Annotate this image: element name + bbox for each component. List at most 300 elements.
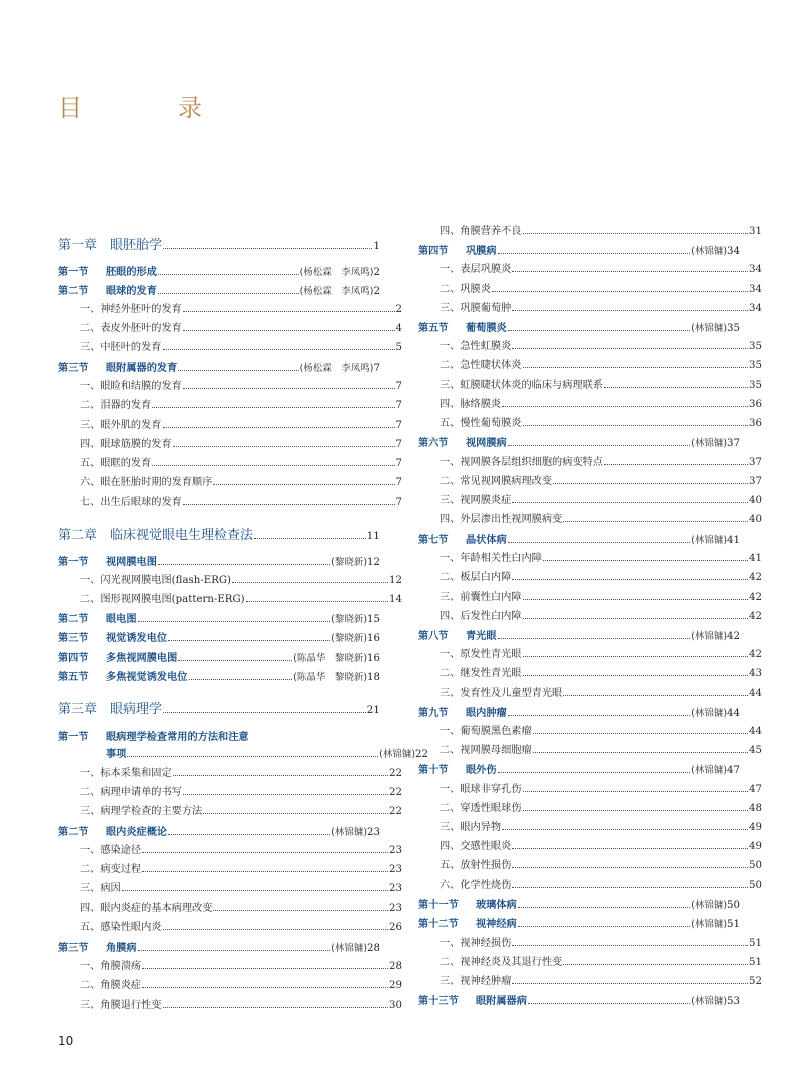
toc-entry-page: 42 xyxy=(749,611,762,622)
toc-item-entry[interactable] xyxy=(58,575,402,587)
toc-item-entry[interactable] xyxy=(418,726,762,738)
dot-leader xyxy=(142,968,388,969)
toc-section-entry[interactable] xyxy=(58,731,380,743)
toc-entry-label xyxy=(440,938,511,950)
dot-leader xyxy=(158,274,299,275)
toc-entry-title: 三、虹膜睫状体炎的临床与病理联系 xyxy=(440,380,603,391)
dot-leader xyxy=(533,733,748,734)
toc-entry-page: 37 xyxy=(749,457,762,468)
toc-entry-page: 50 xyxy=(727,900,740,911)
toc-item-entry[interactable] xyxy=(58,400,402,412)
toc-section-entry[interactable] xyxy=(58,671,380,684)
toc-entry-page: 37 xyxy=(727,438,740,449)
toc-entry-title: 二、表皮外胚叶的发育 xyxy=(80,323,182,334)
toc-entry-page: 35 xyxy=(749,341,762,352)
section-number: 第三节 xyxy=(58,942,89,954)
toc-entry-title: 四、外层渗出性视网膜病变 xyxy=(440,514,563,525)
toc-item-entry[interactable] xyxy=(418,572,762,584)
toc-entry-page: 34 xyxy=(727,246,740,257)
toc-entry-page: 7 xyxy=(395,458,402,469)
page-title: 目 录 xyxy=(58,94,238,122)
dot-leader xyxy=(163,248,372,249)
toc-entry-title: 一、感染途径 xyxy=(80,845,142,856)
toc-item-entry[interactable] xyxy=(418,360,762,372)
toc-item-entry[interactable] xyxy=(58,768,402,780)
toc-item-entry[interactable] xyxy=(418,976,762,988)
toc-item-entry[interactable] xyxy=(58,903,402,915)
toc-entry-title: 一、眼球非穿孔伤 xyxy=(440,784,522,795)
toc-entry-page: 30 xyxy=(389,1000,402,1011)
toc-section-entry[interactable] xyxy=(418,437,740,450)
dot-leader xyxy=(508,715,690,716)
dot-leader xyxy=(183,504,395,505)
toc-item-entry[interactable] xyxy=(418,803,762,815)
dot-leader xyxy=(523,656,749,657)
dot-leader xyxy=(563,964,748,965)
toc-section-entry[interactable] xyxy=(58,362,380,375)
dot-leader xyxy=(512,271,748,272)
toc-item-entry[interactable] xyxy=(418,745,762,757)
dot-leader xyxy=(183,311,395,312)
toc-entry-page: 51 xyxy=(749,957,762,968)
section-number: 第七节 xyxy=(418,534,449,546)
dot-leader xyxy=(492,291,748,292)
toc-section-entry[interactable] xyxy=(58,942,380,955)
toc-entry-label xyxy=(440,649,522,661)
toc-entry-page: 23 xyxy=(389,845,402,856)
section-number: 第一节 xyxy=(58,556,89,568)
toc-entry-title: 第一章 眼胚胎学 xyxy=(58,238,163,253)
toc-item-entry[interactable] xyxy=(418,341,762,353)
toc-entry-label xyxy=(440,841,511,853)
dot-leader xyxy=(533,752,748,753)
toc-entry-label xyxy=(418,995,527,1007)
toc-section-entry[interactable] xyxy=(418,707,740,720)
toc-entry-title: 五、放射性损伤 xyxy=(440,860,512,871)
toc-entry-title: 第三章 眼病理学 xyxy=(58,702,163,717)
toc-entry-title: 眼病理学检查常用的方法和注意 xyxy=(106,731,249,743)
toc-entry-title: 视网膜病 xyxy=(466,437,507,449)
toc-entry-label xyxy=(440,688,562,700)
toc-item-entry[interactable] xyxy=(418,668,762,680)
toc-entry-author: (黎晓新) xyxy=(331,614,368,625)
dot-leader xyxy=(512,848,748,849)
toc-entry-author: (林锦镛) xyxy=(691,996,728,1007)
dot-leader xyxy=(168,640,330,641)
dot-leader xyxy=(163,712,366,713)
toc-entry-label xyxy=(440,457,603,469)
toc-entry-page: 12 xyxy=(367,557,380,568)
toc-item-entry[interactable] xyxy=(418,418,762,430)
dot-leader xyxy=(523,599,749,600)
toc-entry-page: 50 xyxy=(749,880,762,891)
toc-entry-page: 11 xyxy=(366,530,380,542)
toc-entry-page: 51 xyxy=(727,919,740,930)
toc-entry-title: 六、眼在胚胎时期的发育顺序 xyxy=(80,477,213,488)
toc-entry-page: 50 xyxy=(749,860,762,871)
toc-entry-title: 五、慢性葡萄膜炎 xyxy=(440,418,522,429)
toc-entry-page: 51 xyxy=(749,938,762,949)
toc-item-entry[interactable] xyxy=(58,342,402,354)
toc-entry-title: 六、化学性烧伤 xyxy=(440,880,512,891)
toc-item-entry[interactable] xyxy=(58,961,402,973)
toc-entry-title: 一、葡萄膜黑色素瘤 xyxy=(440,726,532,737)
section-number: 第四节 xyxy=(58,652,89,664)
toc-entry-title: 三、眼内异物 xyxy=(440,822,502,833)
dot-leader xyxy=(173,446,395,447)
dot-leader xyxy=(163,929,389,930)
toc-section-entry[interactable] xyxy=(58,613,380,626)
toc-chapter-entry[interactable] xyxy=(58,238,380,254)
toc-entry-label xyxy=(80,400,151,412)
toc-item-entry[interactable] xyxy=(58,439,402,451)
toc-entry-author: (林锦镛) xyxy=(691,765,728,776)
toc-entry-title: 二、板层白内障 xyxy=(440,572,512,583)
dot-leader xyxy=(142,852,388,853)
toc-entry-label xyxy=(440,745,532,757)
toc-entry-author: (林锦镛) xyxy=(691,708,728,719)
dot-leader xyxy=(138,950,331,951)
toc-entry-title: 二、继发性青光眼 xyxy=(440,668,522,679)
toc-item-entry[interactable] xyxy=(418,553,762,565)
toc-section-entry[interactable] xyxy=(418,630,740,643)
dot-leader xyxy=(163,349,395,350)
toc-item-entry[interactable] xyxy=(418,649,762,661)
toc-entry-label xyxy=(80,477,212,489)
toc-entry-label xyxy=(440,976,511,988)
toc-entry-label xyxy=(58,942,137,954)
toc-entry-title: 一、原发性青光眼 xyxy=(440,649,522,660)
toc-entry-title: 眼球的发育 xyxy=(106,285,157,297)
dot-leader xyxy=(246,601,388,602)
toc-entry-author: (林锦镛) xyxy=(691,438,728,449)
dot-leader xyxy=(508,445,690,446)
toc-entry-page: 44 xyxy=(749,688,762,699)
toc-section-entry[interactable] xyxy=(418,918,740,931)
toc-entry-page: 7 xyxy=(395,439,402,450)
toc-entry-label xyxy=(80,980,141,992)
toc-item-entry[interactable] xyxy=(418,841,762,853)
toc-entry-title: 二、图形视网膜电图(pattern-ERG) xyxy=(80,594,245,605)
toc-entry-page: 49 xyxy=(749,841,762,852)
dot-leader xyxy=(502,406,748,407)
dot-leader xyxy=(152,407,394,408)
toc-entry-page: 26 xyxy=(389,922,402,933)
toc-entry-author: (林锦镛) xyxy=(331,943,368,954)
dot-leader xyxy=(178,660,292,661)
toc-item-entry[interactable] xyxy=(418,495,762,507)
dot-leader xyxy=(163,1007,389,1008)
toc-entry-page: 29 xyxy=(389,980,402,991)
toc-item-entry[interactable] xyxy=(58,477,402,489)
toc-entry-label xyxy=(58,731,249,743)
toc-entry-label xyxy=(80,883,121,895)
section-number: 第八节 xyxy=(418,630,449,642)
toc-entry-label xyxy=(440,341,511,353)
toc-item-entry[interactable] xyxy=(58,806,402,818)
toc-entry-label xyxy=(80,768,172,780)
dot-leader xyxy=(508,330,690,331)
toc-entry-title: 三、巩膜葡萄肿 xyxy=(440,303,512,314)
toc-item-entry[interactable] xyxy=(58,420,402,432)
toc-entry-title: 三、视神经肿瘤 xyxy=(440,976,512,987)
toc-section-entry[interactable] xyxy=(58,266,380,279)
toc-entry-page: 4 xyxy=(395,323,402,334)
toc-entry-title: 一、眼睑和结膜的发育 xyxy=(80,381,182,392)
toc-entry-title: 五、眼眶的发育 xyxy=(80,458,152,469)
section-number: 第五节 xyxy=(418,322,449,334)
toc-entry-label xyxy=(106,748,126,760)
dot-leader xyxy=(213,484,394,485)
toc-item-entry[interactable] xyxy=(58,845,402,857)
toc-item-entry[interactable] xyxy=(418,592,762,604)
dot-leader xyxy=(232,582,388,583)
toc-item-entry[interactable] xyxy=(418,688,762,700)
dot-leader xyxy=(158,293,299,294)
toc-entry-title: 视神经病 xyxy=(476,918,517,930)
toc-entry-author: (陈晶华 黎晓新) xyxy=(293,672,368,683)
dot-leader xyxy=(604,464,748,465)
toc-entry-label xyxy=(80,806,202,818)
toc-item-entry[interactable] xyxy=(418,860,762,872)
toc-item-entry[interactable] xyxy=(418,784,762,796)
toc-item-entry[interactable] xyxy=(418,457,762,469)
toc-entry-label xyxy=(80,594,245,606)
toc-entry-title: 一、标本采集和固定 xyxy=(80,768,172,779)
toc-item-entry[interactable] xyxy=(418,284,762,296)
toc-entry-label xyxy=(440,726,532,738)
toc-entry-page: 42 xyxy=(749,572,762,583)
toc-section-entry[interactable] xyxy=(58,556,380,569)
toc-item-entry[interactable] xyxy=(418,938,762,950)
toc-entry-page: 47 xyxy=(727,765,740,776)
dot-leader xyxy=(158,564,330,565)
toc-section-entry[interactable] xyxy=(418,534,740,547)
dot-leader xyxy=(553,483,748,484)
toc-entry-label xyxy=(80,961,141,973)
toc-item-entry[interactable] xyxy=(58,883,402,895)
toc-entry-page: 1 xyxy=(373,240,380,252)
toc-entry-label xyxy=(440,611,522,623)
toc-entry-label xyxy=(80,381,182,393)
toc-entry-page: 37 xyxy=(749,476,762,487)
section-number: 第三节 xyxy=(58,362,89,374)
toc-entry-author: (杨松霖 李凤鸣) xyxy=(299,363,374,374)
dot-leader xyxy=(512,887,748,888)
toc-item-entry[interactable] xyxy=(58,497,402,509)
section-number: 第十一节 xyxy=(418,899,459,911)
toc-item-entry[interactable] xyxy=(418,264,762,276)
toc-entry-page: 35 xyxy=(749,380,762,391)
toc-entry-label xyxy=(440,860,511,872)
toc-entry-title: 二、角膜炎症 xyxy=(80,980,142,991)
page-number: 10 xyxy=(58,1034,74,1048)
toc-entry-title: 眼附属器的发育 xyxy=(106,362,178,374)
toc-entry-page: 49 xyxy=(749,822,762,833)
toc-entry-page: 7 xyxy=(395,400,402,411)
toc-entry-page: 2 xyxy=(395,304,402,315)
toc-entry-label xyxy=(440,476,552,488)
dot-leader xyxy=(563,521,748,522)
toc-entry-title: 青光眼 xyxy=(466,630,497,642)
toc-entry-label xyxy=(58,671,188,683)
toc-entry-label xyxy=(80,439,172,451)
toc-entry-page: 14 xyxy=(389,594,402,605)
dot-leader xyxy=(152,465,394,466)
toc-entry-title: 眼外伤 xyxy=(466,764,497,776)
toc-entry-label xyxy=(418,245,497,257)
dot-leader xyxy=(523,233,749,234)
toc-entry-title: 一、视神经损伤 xyxy=(440,938,512,949)
dot-leader xyxy=(523,425,749,426)
toc-chapter-entry[interactable] xyxy=(58,702,380,718)
toc-entry-page: 53 xyxy=(727,996,740,1007)
toc-section-entry[interactable] xyxy=(418,995,740,1008)
toc-entry-label xyxy=(80,342,162,354)
toc-entry-title: 三、眼外肌的发育 xyxy=(80,420,162,431)
toc-entry-title: 四、眼球筋膜的发育 xyxy=(80,439,172,450)
dot-leader xyxy=(523,618,749,619)
toc-entry-author: (林锦镛) xyxy=(691,246,728,257)
toc-entry-title: 眼电图 xyxy=(106,613,137,625)
toc-entry-title: 事项 xyxy=(106,748,127,760)
toc-entry-label xyxy=(80,787,182,799)
toc-entry-title: 眼内肿瘤 xyxy=(466,707,507,719)
toc-entry-title: 视觉诱发电位 xyxy=(106,632,168,644)
toc-entry-page: 28 xyxy=(389,961,402,972)
toc-section-entry[interactable] xyxy=(58,652,380,665)
toc-item-entry[interactable] xyxy=(418,957,762,969)
toc-entry-label xyxy=(418,630,497,642)
toc-entry-title: 二、泪器的发育 xyxy=(80,400,152,411)
toc-entry-label xyxy=(440,264,511,276)
toc-entry-label xyxy=(58,702,162,717)
toc-entry-label xyxy=(440,399,501,411)
toc-item-entry[interactable] xyxy=(418,514,762,526)
toc-entry-page: 36 xyxy=(749,399,762,410)
section-number: 第三节 xyxy=(58,632,89,644)
toc-entry-title: 一、急性虹膜炎 xyxy=(440,341,512,352)
toc-entry-label xyxy=(80,903,212,915)
toc-entry-label xyxy=(58,528,253,543)
toc-item-entry[interactable] xyxy=(58,381,402,393)
toc-entry-title: 二、急性睫状体炎 xyxy=(440,360,522,371)
toc-entry-page: 23 xyxy=(367,827,380,838)
section-number: 第二节 xyxy=(58,613,89,625)
toc-entry-author: (陈晶华 黎晓新) xyxy=(293,653,368,664)
toc-section-entry[interactable] xyxy=(58,285,380,298)
toc-entry-title: 胚眼的形成 xyxy=(106,266,157,278)
toc-item-entry[interactable] xyxy=(58,864,402,876)
dot-leader xyxy=(173,775,388,776)
dot-leader xyxy=(518,907,690,908)
toc-entry-title: 一、闪光视网膜电图(flash-ERG) xyxy=(80,575,231,586)
toc-chapter-entry[interactable] xyxy=(58,528,380,544)
toc-item-entry[interactable] xyxy=(418,303,762,315)
dot-leader xyxy=(512,310,748,311)
toc-item-entry[interactable] xyxy=(418,476,762,488)
toc-entry-author: (林锦镛) xyxy=(691,900,728,911)
toc-entry-author: (杨松霖 李凤鸣) xyxy=(299,267,374,278)
toc-item-entry[interactable] xyxy=(418,380,762,392)
toc-entry-label xyxy=(80,420,162,432)
toc-entry-label xyxy=(58,652,177,664)
toc-item-entry[interactable] xyxy=(418,822,762,834)
toc-entry-page: 7 xyxy=(395,381,402,392)
toc-section-entry[interactable] xyxy=(418,899,740,912)
dot-leader xyxy=(543,560,748,561)
toc-entry-title: 三、中胚叶的发育 xyxy=(80,342,162,353)
toc-entry-label xyxy=(80,458,151,470)
toc-item-entry[interactable] xyxy=(418,226,762,238)
toc-entry-page: 22 xyxy=(415,749,428,760)
dot-leader xyxy=(498,772,691,773)
toc-section-entry[interactable] xyxy=(418,322,740,335)
section-number: 第十二节 xyxy=(418,918,459,930)
toc-item-entry[interactable] xyxy=(58,458,402,470)
toc-entry-title: 一、视网膜各层组织细胞的病变特点 xyxy=(440,457,603,468)
toc-section-entry[interactable] xyxy=(418,245,740,258)
dot-leader xyxy=(518,926,690,927)
dot-leader xyxy=(183,388,395,389)
toc-entry-page: 31 xyxy=(749,226,762,237)
toc-entry-author: (林锦镛) xyxy=(691,323,728,334)
toc-entry-page: 41 xyxy=(727,535,740,546)
toc-entry-page: 21 xyxy=(366,704,380,716)
toc-section-entry[interactable] xyxy=(58,826,380,839)
dot-leader xyxy=(183,330,395,331)
dot-leader xyxy=(178,370,298,371)
section-number: 第五节 xyxy=(58,671,89,683)
toc-entry-page: 36 xyxy=(749,418,762,429)
toc-entry-author: (林锦镛) xyxy=(691,919,728,930)
toc-entry-title: 五、感染性眼内炎 xyxy=(80,922,162,933)
toc-section-entry[interactable] xyxy=(418,764,740,777)
toc-section-entry[interactable] xyxy=(58,632,380,645)
toc-item-entry[interactable] xyxy=(58,1000,402,1012)
toc-entry-label xyxy=(80,497,182,509)
dot-leader xyxy=(512,502,748,503)
toc-entry-title: 四、脉络膜炎 xyxy=(440,399,502,410)
section-number: 第二节 xyxy=(58,285,89,297)
toc-entry-label xyxy=(58,285,157,297)
dot-leader xyxy=(523,810,749,811)
toc-item-entry[interactable] xyxy=(58,922,402,934)
toc-item-entry[interactable] xyxy=(418,399,762,411)
toc-entry-title: 多焦视觉诱发电位 xyxy=(106,671,188,683)
toc-item-entry[interactable] xyxy=(418,880,762,892)
toc-entry-page: 41 xyxy=(749,553,762,564)
toc-item-entry[interactable] xyxy=(58,594,402,606)
toc-entry-label xyxy=(440,380,603,392)
section-number: 第一节 xyxy=(58,266,89,278)
dot-leader xyxy=(523,367,749,368)
toc-entry-title: 巩膜病 xyxy=(466,245,497,257)
toc-entry-page: 7 xyxy=(395,477,402,488)
toc-entry-page: 22 xyxy=(389,768,402,779)
toc-entry-label xyxy=(58,613,137,625)
toc-item-entry[interactable] xyxy=(58,787,402,799)
toc-item-entry[interactable] xyxy=(58,323,402,335)
toc-entry-page: 45 xyxy=(749,745,762,756)
toc-entry-title: 二、穿透性眼球伤 xyxy=(440,803,522,814)
toc-cont-entry[interactable] xyxy=(58,748,428,761)
toc-entry-title: 四、眼内炎症的基本病理改变 xyxy=(80,903,213,914)
toc-item-entry[interactable] xyxy=(58,980,402,992)
toc-item-entry[interactable] xyxy=(418,611,762,623)
toc-item-entry[interactable] xyxy=(58,304,402,316)
toc-entry-page: 7 xyxy=(395,497,402,508)
